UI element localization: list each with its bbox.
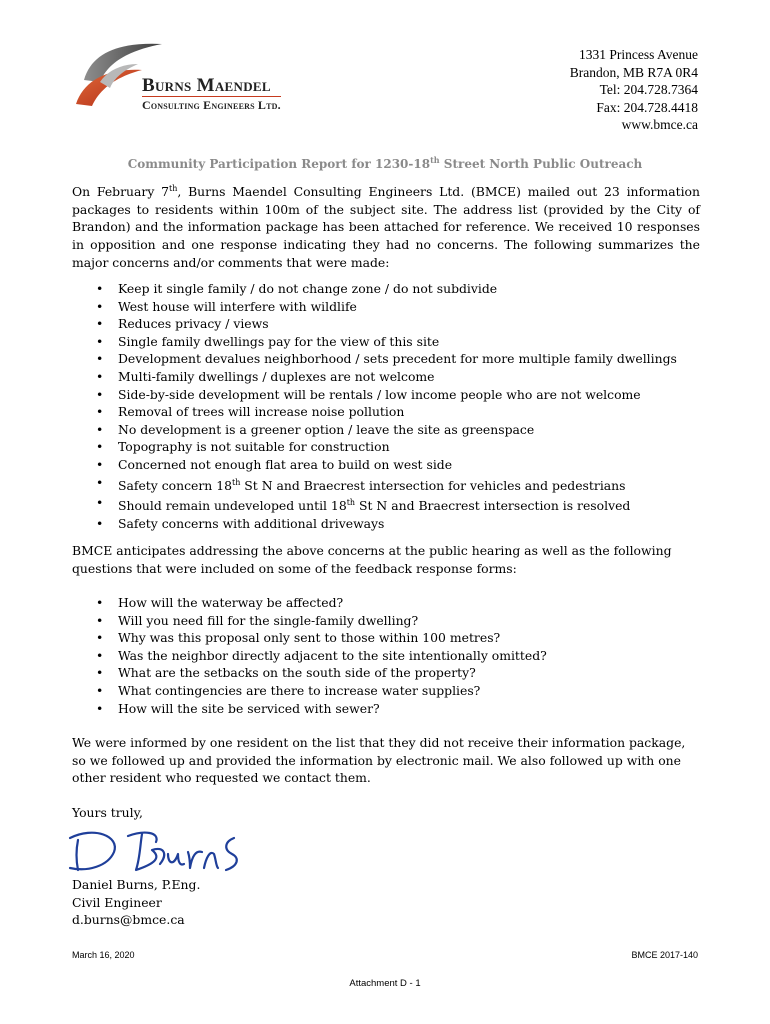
signer-block <box>72 876 200 929</box>
footer-reference: BMCE 2017-140 <box>631 950 698 960</box>
followup-paragraph: We were informed by one resident on the list that they did not receive their information package, so we followed up and provided the information by electronic mail. We also followed up with one other resident who requested we contact them. <box>72 735 686 786</box>
report-title: Community Participation Report for 1230-18th Street North Public Outreach <box>127 155 643 171</box>
phone-line: Tel: 204.728.7364 <box>599 82 698 97</box>
list-item: • What are the setbacks on the south side of the property? <box>96 664 706 682</box>
address-line: Brandon, MB R7A 0R4 <box>569 64 698 80</box>
list-item: • How will the site be serviced with sewer? <box>96 700 706 718</box>
company-address <box>570 46 698 134</box>
company-subtitle: Consulting Engineers Ltd. <box>142 98 281 112</box>
list-item: • Keep it single family / do not change zone / do not subdivide <box>96 280 706 298</box>
list-item: • Safety concern 18th St N and Braecrest intersection for vehicles and pedestrians <box>96 474 706 495</box>
list-item: • Should remain undeveloped until 18th St N and Braecrest intersection is resolved <box>96 494 706 515</box>
concerns-list <box>96 280 706 533</box>
list-item: • Topography is not suitable for construction <box>96 438 706 456</box>
signer-email[interactable]: d.burns@bmce.ca <box>72 912 185 928</box>
closing-salutation: Yours truly, <box>72 805 143 820</box>
footer-date: March 16, 2020 <box>72 950 135 960</box>
list-item: • Single family dwellings pay for the view of this site <box>96 333 706 351</box>
intro-paragraph: On February 7th, Burns Maendel Consulting Engineers Ltd. (BMCE) mailed out 23 information packages to residents within 100m of the subject site. The address list (provided by the City of Brandon) and the information package has been attached for reference. We received 10 responses in opposition and one response indicating they had no concerns. The following summarizes the major concerns and/or comments that were made: <box>72 184 700 270</box>
list-item: • Safety concerns with additional driveways <box>96 515 706 533</box>
list-item: • How will the waterway be affected? <box>96 594 706 612</box>
list-item: • Will you need fill for the single-family dwelling? <box>96 612 706 630</box>
questions-list <box>96 594 706 717</box>
list-item: • Multi-family dwellings / duplexes are not welcome <box>96 368 706 386</box>
list-item: • Development devalues neighborhood / sets precedent for more multiple family dwellings <box>96 350 706 368</box>
website-link[interactable]: www.bmce.ca <box>621 117 698 132</box>
company-name: Burns Maendel <box>142 75 271 96</box>
signature-icon <box>64 820 244 876</box>
signer-name: Daniel Burns, P.Eng. <box>72 877 201 892</box>
list-item: • Side-by-side development will be rentals / low income people who are not welcome <box>96 386 706 404</box>
list-item: • Reduces privacy / views <box>96 315 706 333</box>
attachment-label: Attachment D - 1 <box>349 978 421 989</box>
address-line: 1331 Princess Avenue <box>579 47 698 62</box>
signer-title: Civil Engineer <box>72 894 162 910</box>
list-item: • Removal of trees will increase noise pollution <box>96 403 706 421</box>
company-logo <box>70 40 310 120</box>
list-item: • What contingencies are there to increase water supplies? <box>96 682 706 700</box>
list-item: • Why was this proposal only sent to those within 100 metres? <box>96 629 706 647</box>
list-item: • Concerned not enough flat area to build on west side <box>96 456 706 474</box>
fax-line: Fax: 204.728.4418 <box>596 99 698 115</box>
list-item: • West house will interfere with wildlife <box>96 298 706 316</box>
questions-intro-paragraph: BMCE anticipates addressing the above concerns at the public hearing as well as the following questions that were included on some of the feedback response forms: <box>72 543 672 576</box>
list-item: • Was the neighbor directly adjacent to the site intentionally omitted? <box>96 647 706 665</box>
list-item: • No development is a greener option / leave the site as greenspace <box>96 421 706 439</box>
